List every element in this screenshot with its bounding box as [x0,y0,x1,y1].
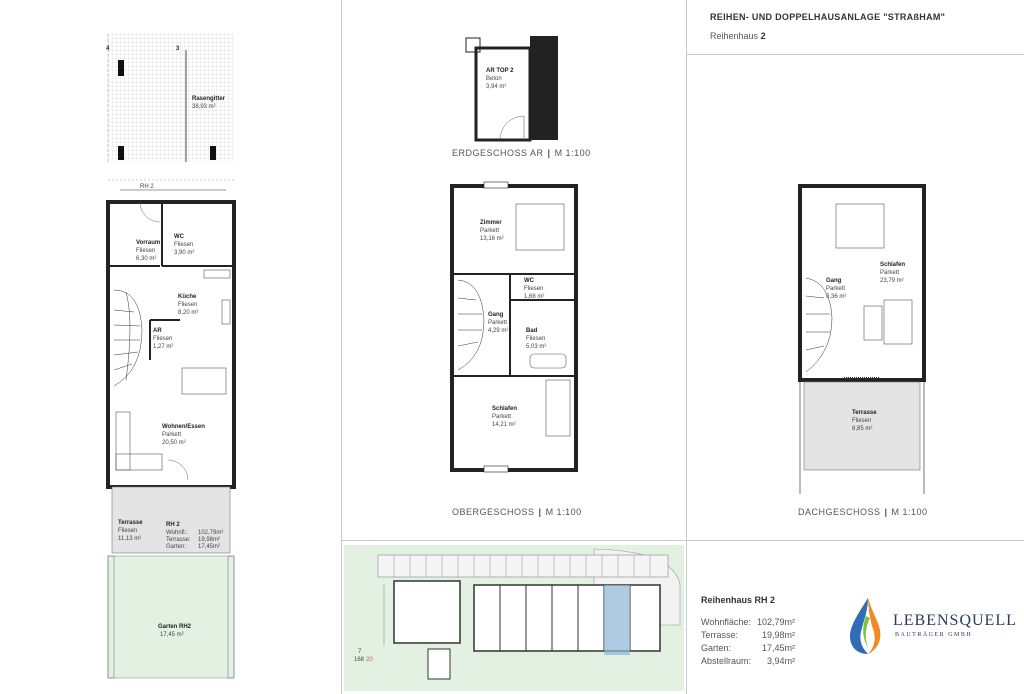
summary-label-2: Garten: [166,544,187,550]
rasengitter-area-label: 38,93 m² [192,104,216,110]
room-schlafen-roof-area: 23,79 m² [880,278,904,284]
summary-value-2: 17,45m² [198,544,221,550]
site-plot-ref-b: 20 [366,657,373,663]
site-parcel-label: 7 [358,649,362,655]
room-vorraum-material: Fliesen [136,248,156,254]
caption-dachgeschoss-scale: M 1:100 [891,507,928,517]
room-terrasse-name: Terrasse [118,520,143,526]
area-table [701,616,795,668]
room-wc-upper-area: 1,68 m² [524,294,545,300]
room-wc-upper-material: Fliesen [524,286,544,292]
room-terrasse-roof-material: Fliesen [852,418,872,424]
room-gang-upper-name: Gang [488,312,504,318]
area-row [701,642,795,655]
storage-room-plan [460,32,570,144]
caption-obergeschoss-scale: M 1:100 [545,507,582,517]
garden-area [108,556,234,678]
room-kueche-material: Fliesen [178,302,198,308]
room-wc-name: WC [174,234,184,240]
room-ar-name: AR [153,328,162,334]
summary-label-0: Wohnfl.: [166,530,188,536]
axis-label-left: 4 [106,46,110,52]
room-schlafen-upper-area: 14,21 m² [492,422,516,428]
room-garten-name: Garten RH2 [158,624,192,630]
summary-title: RH 2 [166,522,180,528]
divider-h-right-top [686,54,1024,55]
ground-floor-plan [100,30,240,685]
room-gang-roof-material: Parkett [826,286,846,292]
house-number: 2 [760,31,766,41]
ar-top-material: Beton [486,76,502,82]
room-wohnen-area: 20,50 m² [162,440,186,446]
room-vorraum-area: 6,30 m² [136,256,157,262]
room-wohnen-name: Wohnen/Essen [162,424,205,430]
room-zimmer-name: Zimmer [480,220,502,226]
logo-drop-icon [846,596,890,656]
room-bad-area: 5,03 m² [526,344,547,350]
room-terrasse-roof-area: 8,85 m² [852,426,873,432]
room-terrasse-area: 11,13 m² [118,536,142,542]
room-bad-name: Bad [526,328,538,334]
upper-floor-plan [446,180,582,476]
summary-label-1: Terrasse: [166,537,191,543]
area-row [701,629,795,642]
area-row [701,655,795,668]
area-value: 17,45m² [762,643,796,653]
room-schlafen-roof-name: Schlafen [880,262,906,268]
room-schlafen-upper-name: Schlafen [492,406,518,412]
ar-top-area: 3,94 m² [486,84,507,90]
room-wc-material: Fliesen [174,242,194,248]
area-value: 19,98m² [762,630,796,640]
summary-value-0: 102,79m² [198,530,224,536]
divider-h-middle [341,540,1024,541]
divider-v1 [341,0,342,694]
area-label: Garten: [701,643,732,653]
logo-subtitle: BAUTRÄGER GMBH [895,632,973,638]
house-subtitle [710,31,766,41]
house-prefix: Reihenhaus [710,31,759,41]
caption-erdgeschoss-ar-text: ERDGESCHOSS AR [452,148,544,158]
area-value: 3,94m² [767,656,796,666]
room-terrasse-material: Fliesen [118,528,138,534]
room-kueche-name: Küche [178,294,197,300]
area-label: Wohnfläche: [701,617,751,627]
room-zimmer-material: Parkett [480,228,500,234]
caption-obergeschoss: OBERGESCHOSS | M 1:100 [452,507,582,517]
room-wohnen-material: Parkett [162,432,182,438]
roof-floor-plan [794,182,930,500]
axis-label-right: 3 [176,46,180,52]
caption-erdgeschoss-ar: ERDGESCHOSS AR | M 1:100 [452,148,591,158]
room-vorraum-name: Vorraum [136,240,161,246]
caption-dachgeschoss: DACHGESCHOSS | M 1:100 [798,507,928,517]
site-plot-ref-a: 168 [354,657,365,663]
room-terrasse-roof-name: Terrasse [852,410,877,416]
caption-erdgeschoss-ar-scale: M 1:100 [554,148,591,158]
room-schlafen-roof-material: Parkett [880,270,900,276]
summary-value-1: 19,98m² [198,537,221,543]
area-value: 102,79m² [757,617,796,627]
room-ar-material: Fliesen [153,336,173,342]
logo-name: LEBENSQUELL [893,612,1017,629]
room-ar-area: 1,27 m² [153,344,174,350]
room-schlafen-upper-material: Parkett [492,414,512,420]
room-bad-material: Fliesen [526,336,546,342]
divider-v2 [686,0,687,694]
site-plan [344,545,684,691]
area-label: Terrasse: [701,630,739,640]
room-wc-area: 3,90 m² [174,250,195,256]
room-zimmer-area: 13,16 m² [480,236,504,242]
room-gang-upper-material: Parkett [488,320,508,326]
room-garten-area: 17,45 m² [160,632,184,638]
site-plan-highlight [604,585,630,655]
area-row [701,616,795,629]
caption-dachgeschoss-text: DACHGESCHOSS [798,507,881,517]
room-gang-roof-area: 0,36 m² [826,294,847,300]
area-label: Abstellraum: [701,656,752,666]
rh-label: RH 2 [140,184,154,190]
ar-top-name: AR TOP 2 [486,68,514,74]
info-title: Reihenhaus RH 2 [701,595,776,605]
room-wc-upper-name: WC [524,278,534,284]
caption-obergeschoss-text: OBERGESCHOSS [452,507,535,517]
room-gang-roof-name: Gang [826,278,842,284]
room-kueche-area: 8,20 m² [178,310,199,316]
room-gang-upper-area: 4,29 m² [488,328,509,334]
project-title: REIHEN- UND DOPPELHAUSANLAGE "STRAßHAM" [710,12,946,22]
rasengitter-name: Rasengitter [192,96,226,102]
